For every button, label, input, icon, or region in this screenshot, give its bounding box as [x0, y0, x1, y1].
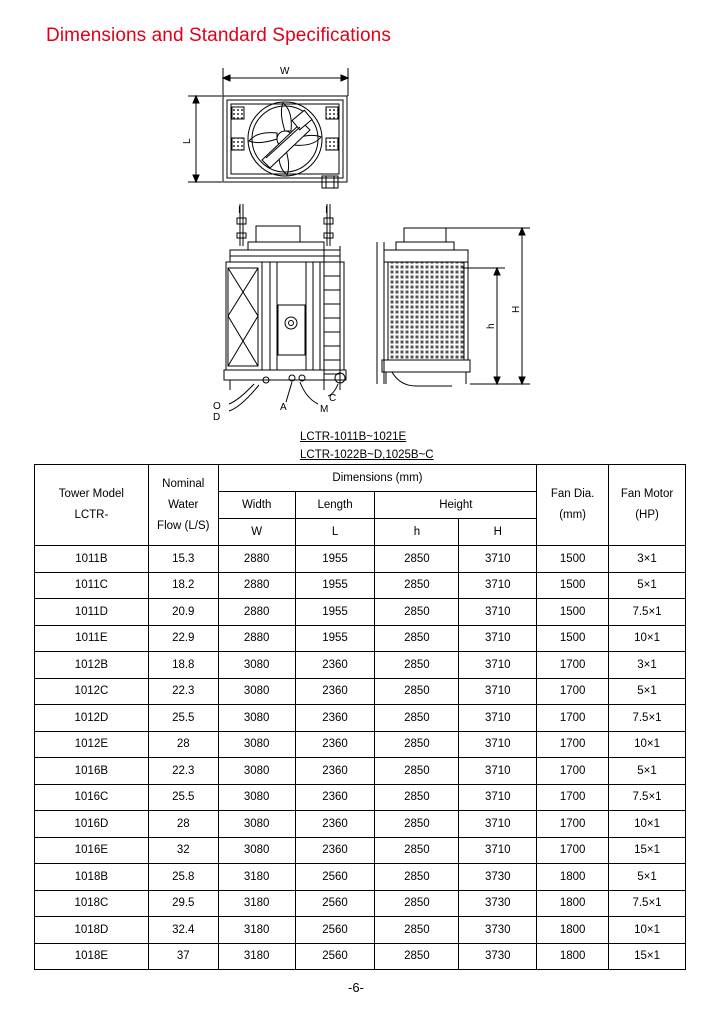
cell-fan-motor: 10×1	[609, 731, 686, 758]
label-o: O	[213, 401, 221, 412]
cell-width: 2880	[218, 572, 295, 599]
cell-fan-dia: 1700	[537, 652, 609, 679]
cell-length: 2560	[295, 917, 375, 944]
cell-length: 2560	[295, 890, 375, 917]
table-row	[35, 811, 686, 838]
table-row	[35, 890, 686, 917]
cell-height-h: 2850	[375, 758, 459, 785]
table-row	[35, 652, 686, 679]
label-c: C	[329, 393, 337, 404]
cell-fan-motor: 5×1	[609, 678, 686, 705]
cell-width: 2880	[218, 546, 295, 573]
cell-flow: 18.2	[148, 572, 218, 599]
cell-height-H: 3710	[459, 731, 537, 758]
cell-height-H: 3730	[459, 943, 537, 970]
cell-model: 1016D	[35, 811, 149, 838]
header-width: Width	[218, 492, 295, 519]
cell-width: 3080	[218, 678, 295, 705]
cell-height-h: 2850	[375, 572, 459, 599]
header-length: Length	[295, 492, 375, 519]
header-dimensions: Dimensions (mm)	[218, 465, 536, 492]
cell-length: 2360	[295, 652, 375, 679]
cell-fan-motor: 10×1	[609, 625, 686, 652]
cell-fan-motor: 3×1	[609, 652, 686, 679]
cell-fan-dia: 1700	[537, 678, 609, 705]
header-fan-motor	[609, 465, 686, 546]
header-flow-line2: Water	[168, 498, 199, 511]
cell-flow: 28	[148, 811, 218, 838]
cell-height-h: 2850	[375, 811, 459, 838]
table-row	[35, 864, 686, 891]
cell-model: 1011E	[35, 625, 149, 652]
cell-flow: 18.8	[148, 652, 218, 679]
cell-model: 1016B	[35, 758, 149, 785]
label-w: W	[280, 66, 290, 77]
cell-model: 1012C	[35, 678, 149, 705]
cell-height-h: 2850	[375, 864, 459, 891]
model-range-caption-1: LCTR-1011B~1021E	[300, 431, 407, 443]
cell-width: 3180	[218, 890, 295, 917]
cell-fan-dia: 1500	[537, 625, 609, 652]
cell-length: 2360	[295, 811, 375, 838]
cell-width: 2880	[218, 599, 295, 626]
cell-fan-dia: 1700	[537, 811, 609, 838]
cell-width: 3180	[218, 917, 295, 944]
cell-width: 3080	[218, 758, 295, 785]
cell-fan-dia: 1700	[537, 758, 609, 785]
cell-fan-dia: 1500	[537, 546, 609, 573]
cell-model: 1018C	[35, 890, 149, 917]
cell-model: 1012E	[35, 731, 149, 758]
cell-height-h: 2850	[375, 943, 459, 970]
table-row	[35, 546, 686, 573]
label-l: L	[182, 138, 193, 144]
cell-height-h: 2850	[375, 705, 459, 732]
cell-length: 2360	[295, 731, 375, 758]
cell-height-h: 2850	[375, 546, 459, 573]
cell-fan-motor: 7.5×1	[609, 890, 686, 917]
label-m: M	[320, 404, 329, 415]
cell-width: 3080	[218, 731, 295, 758]
header-w: W	[218, 519, 295, 546]
cell-model: 1012B	[35, 652, 149, 679]
cell-fan-dia: 1500	[537, 572, 609, 599]
cell-model: 1018B	[35, 864, 149, 891]
header-fan-line1: Fan Dia.	[550, 488, 595, 500]
cell-width: 3080	[218, 784, 295, 811]
label-i-left: I	[238, 205, 241, 216]
cell-length: 2360	[295, 678, 375, 705]
cell-model: 1018E	[35, 943, 149, 970]
header-nominal-flow	[148, 465, 218, 546]
cell-fan-motor: 10×1	[609, 811, 686, 838]
cell-length: 1955	[295, 546, 375, 573]
header-fan-line2: (mm)	[559, 509, 587, 521]
cell-height-h: 2850	[375, 784, 459, 811]
cell-flow: 22.3	[148, 758, 218, 785]
table-row	[35, 599, 686, 626]
cell-height-h: 2850	[375, 917, 459, 944]
cell-height-h: 2850	[375, 678, 459, 705]
cell-height-H: 3710	[459, 625, 537, 652]
cell-height-H: 3710	[459, 811, 537, 838]
label-i-right: I	[325, 205, 328, 216]
cell-fan-motor: 7.5×1	[609, 599, 686, 626]
table-row	[35, 678, 686, 705]
cell-height-H: 3730	[459, 864, 537, 891]
header-h-big: H	[459, 519, 537, 546]
side-view	[377, 228, 530, 386]
cell-fan-motor: 15×1	[609, 837, 686, 864]
table-row	[35, 572, 686, 599]
table-row	[35, 917, 686, 944]
table-row	[35, 784, 686, 811]
cell-height-H: 3710	[459, 705, 537, 732]
cell-height-h: 2850	[375, 599, 459, 626]
cell-height-H: 3710	[459, 678, 537, 705]
cell-length: 2560	[295, 864, 375, 891]
front-view	[224, 204, 346, 411]
header-flow-line3: Flow (L/S)	[157, 519, 210, 532]
cell-model: 1011D	[35, 599, 149, 626]
cell-fan-motor: 10×1	[609, 917, 686, 944]
cell-fan-motor: 15×1	[609, 943, 686, 970]
cell-flow: 37	[148, 943, 218, 970]
cell-model: 1012D	[35, 705, 149, 732]
cooling-tower-drawing	[0, 0, 720, 430]
header-tower-model	[35, 465, 149, 546]
cell-width: 3180	[218, 864, 295, 891]
cell-fan-dia: 1700	[537, 837, 609, 864]
header-tower-model-line1: Tower Model	[58, 488, 124, 500]
cell-length: 1955	[295, 625, 375, 652]
table-row	[35, 758, 686, 785]
cell-flow: 25.5	[148, 705, 218, 732]
page-number: -6-	[348, 980, 364, 995]
header-tower-model-line2: LCTR-	[74, 509, 109, 521]
cell-fan-dia: 1800	[537, 864, 609, 891]
spec-table	[34, 464, 686, 970]
cell-fan-motor: 5×1	[609, 572, 686, 599]
header-l: L	[295, 519, 375, 546]
cell-model: 1016C	[35, 784, 149, 811]
cell-height-H: 3710	[459, 837, 537, 864]
cell-height-H: 3710	[459, 652, 537, 679]
cell-fan-motor: 7.5×1	[609, 705, 686, 732]
header-motor-line1: Fan Motor	[620, 488, 674, 500]
cell-flow: 22.3	[148, 678, 218, 705]
header-motor-line2: (HP)	[635, 509, 659, 521]
cell-length: 1955	[295, 572, 375, 599]
cell-model: 1011B	[35, 546, 149, 573]
cell-flow: 25.8	[148, 864, 218, 891]
cell-model: 1018D	[35, 917, 149, 944]
cell-height-h: 2850	[375, 731, 459, 758]
cell-flow: 32	[148, 837, 218, 864]
cell-height-H: 3710	[459, 546, 537, 573]
cell-fan-dia: 1700	[537, 705, 609, 732]
cell-fan-dia: 1800	[537, 943, 609, 970]
label-a: A	[280, 402, 287, 413]
table-row	[35, 837, 686, 864]
cell-height-h: 2850	[375, 652, 459, 679]
top-view	[188, 68, 348, 188]
table-row	[35, 625, 686, 652]
cell-height-h: 2850	[375, 625, 459, 652]
cell-width: 3080	[218, 652, 295, 679]
cell-length: 2360	[295, 784, 375, 811]
cell-width: 2880	[218, 625, 295, 652]
cell-flow: 29.5	[148, 890, 218, 917]
cell-flow: 32.4	[148, 917, 218, 944]
cell-height-H: 3710	[459, 572, 537, 599]
cell-width: 3180	[218, 943, 295, 970]
label-h-small: h	[486, 323, 497, 329]
cell-height-H: 3730	[459, 917, 537, 944]
table-row	[35, 943, 686, 970]
cell-fan-dia: 1800	[537, 890, 609, 917]
cell-width: 3080	[218, 837, 295, 864]
cell-flow: 22.9	[148, 625, 218, 652]
cell-length: 1955	[295, 599, 375, 626]
cell-fan-dia: 1500	[537, 599, 609, 626]
cell-fan-motor: 7.5×1	[609, 784, 686, 811]
cell-model: 1011C	[35, 572, 149, 599]
cell-fan-dia: 1700	[537, 731, 609, 758]
cell-length: 2360	[295, 705, 375, 732]
header-fan-dia	[537, 465, 609, 546]
cell-height-h: 2850	[375, 890, 459, 917]
model-range-caption-2: LCTR-1022B~D,1025B~C	[300, 449, 434, 461]
cell-height-H: 3710	[459, 784, 537, 811]
cell-width: 3080	[218, 811, 295, 838]
cell-height-H: 3730	[459, 890, 537, 917]
cell-height-H: 3710	[459, 599, 537, 626]
spec-table-body	[35, 546, 686, 970]
cell-fan-dia: 1700	[537, 784, 609, 811]
cell-length: 2360	[295, 758, 375, 785]
cell-fan-motor: 5×1	[609, 864, 686, 891]
cell-height-H: 3710	[459, 758, 537, 785]
label-h-big: H	[511, 305, 522, 313]
cell-width: 3080	[218, 705, 295, 732]
table-row	[35, 705, 686, 732]
page-title: Dimensions and Standard Specifications	[46, 25, 391, 46]
cell-flow: 20.9	[148, 599, 218, 626]
cell-flow: 25.5	[148, 784, 218, 811]
label-d: D	[213, 412, 221, 423]
header-flow-line1: Nominal	[162, 477, 205, 490]
header-h-small: h	[375, 519, 459, 546]
header-height: Height	[375, 492, 537, 519]
cell-model: 1016E	[35, 837, 149, 864]
cell-flow: 28	[148, 731, 218, 758]
table-row	[35, 731, 686, 758]
cell-length: 2360	[295, 837, 375, 864]
cell-height-h: 2850	[375, 837, 459, 864]
cell-fan-motor: 3×1	[609, 546, 686, 573]
cell-fan-dia: 1800	[537, 917, 609, 944]
cell-fan-motor: 5×1	[609, 758, 686, 785]
cell-flow: 15.3	[148, 546, 218, 573]
cell-length: 2560	[295, 943, 375, 970]
